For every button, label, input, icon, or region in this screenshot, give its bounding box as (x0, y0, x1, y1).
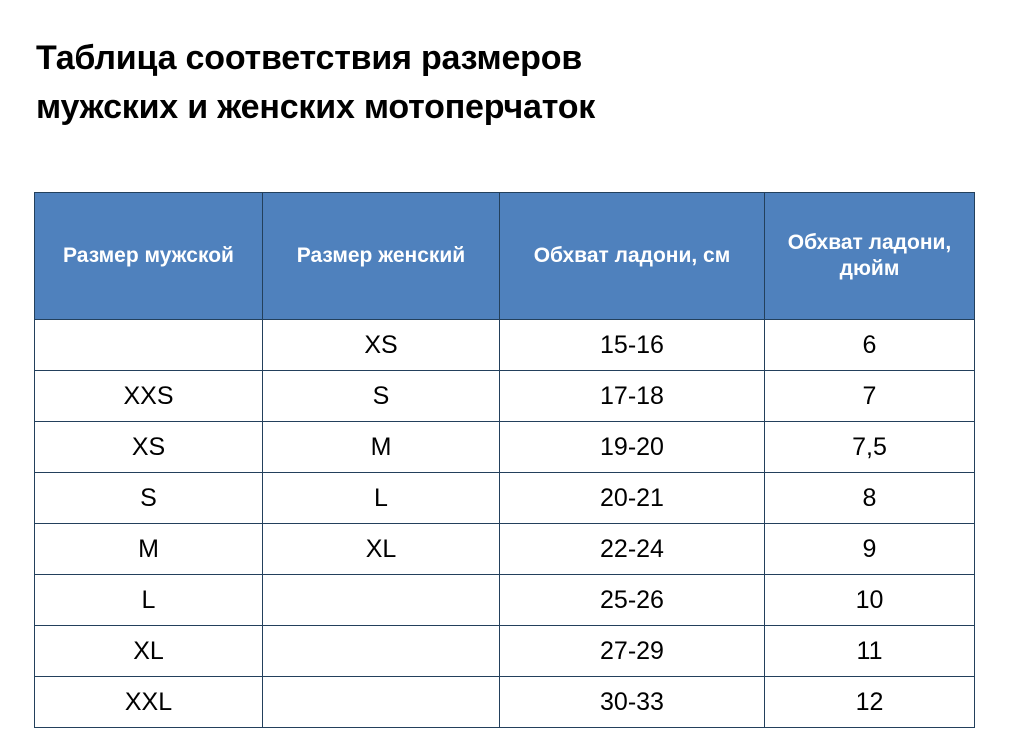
cell-palm-inch: 8 (765, 473, 975, 524)
cell-palm-inch: 9 (765, 524, 975, 575)
cell-womens-size (263, 575, 500, 626)
page-title-line-1: Таблица соответствия размеров (36, 39, 583, 77)
cell-womens-size: XL (263, 524, 500, 575)
cell-womens-size (263, 677, 500, 728)
table-header (35, 193, 975, 320)
table-row (35, 473, 975, 524)
cell-mens-size: L (35, 575, 263, 626)
cell-palm-cm: 15-16 (500, 320, 765, 371)
table-row (35, 320, 975, 371)
cell-palm-inch: 10 (765, 575, 975, 626)
page-title-line-2: мужских и женских мотоперчаток (36, 88, 596, 127)
cell-palm-inch: 12 (765, 677, 975, 728)
cell-palm-inch: 7,5 (765, 422, 975, 473)
table-row (35, 371, 975, 422)
cell-mens-size: XS (35, 422, 263, 473)
cell-palm-cm: 20-21 (500, 473, 765, 524)
table-body (35, 320, 975, 728)
cell-palm-cm: 19-20 (500, 422, 765, 473)
cell-palm-inch: 6 (765, 320, 975, 371)
cell-palm-cm: 22-24 (500, 524, 765, 575)
cell-mens-size: XXL (35, 677, 263, 728)
column-header-palm-cm: Обхват ладони, см (500, 193, 765, 320)
page-title (36, 34, 956, 133)
size-table (34, 192, 975, 728)
table-header-row (35, 193, 975, 320)
cell-mens-size: S (35, 473, 263, 524)
table-row (35, 626, 975, 677)
cell-womens-size: XS (263, 320, 500, 371)
table-row (35, 575, 975, 626)
table-row (35, 524, 975, 575)
cell-mens-size: M (35, 524, 263, 575)
cell-palm-cm: 17-18 (500, 371, 765, 422)
column-header-palm-inch: Обхват ладони, дюйм (765, 193, 975, 320)
size-table-container (34, 192, 974, 728)
column-header-womens-size: Размер женский (263, 193, 500, 320)
cell-womens-size (263, 626, 500, 677)
cell-palm-inch: 11 (765, 626, 975, 677)
table-row (35, 422, 975, 473)
cell-womens-size: M (263, 422, 500, 473)
cell-mens-size (35, 320, 263, 371)
cell-mens-size: XL (35, 626, 263, 677)
cell-palm-cm: 25-26 (500, 575, 765, 626)
column-header-mens-size: Размер мужской (35, 193, 263, 320)
cell-mens-size: XXS (35, 371, 263, 422)
cell-palm-cm: 30-33 (500, 677, 765, 728)
cell-palm-cm: 27-29 (500, 626, 765, 677)
cell-womens-size: L (263, 473, 500, 524)
table-row (35, 677, 975, 728)
cell-womens-size: S (263, 371, 500, 422)
cell-palm-inch: 7 (765, 371, 975, 422)
